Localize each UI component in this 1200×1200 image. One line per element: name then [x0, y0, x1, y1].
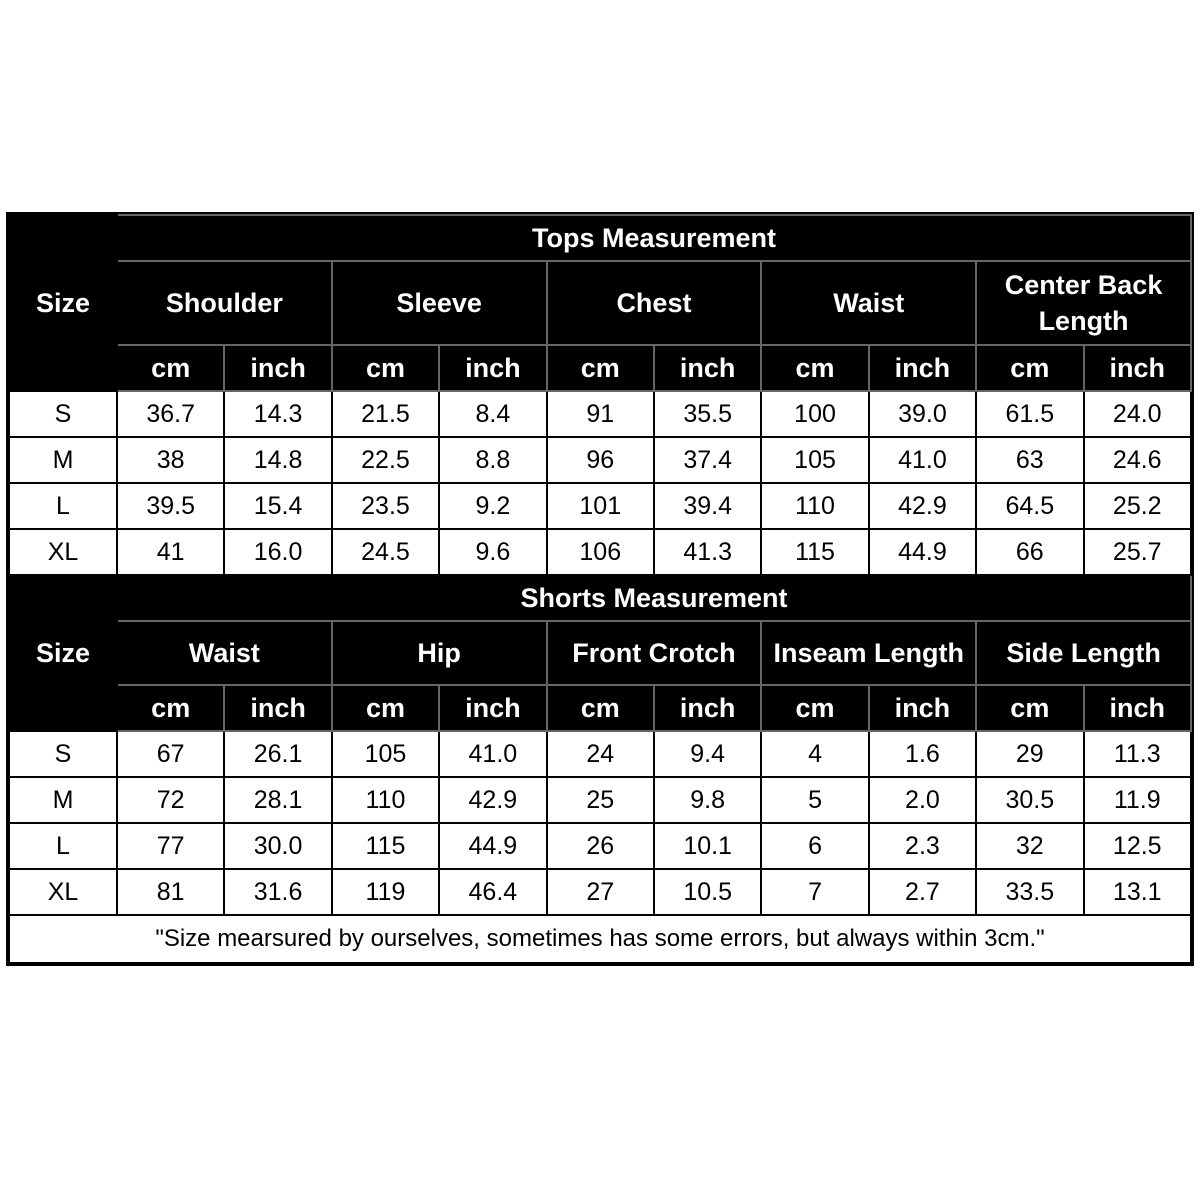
tops-value-cell: 39.0 [869, 391, 976, 437]
tops-table-row [9, 437, 1191, 483]
tops-value-cell: 25.7 [1084, 529, 1191, 575]
shorts-table-row [9, 777, 1191, 823]
tops-unit-inch: inch [1084, 345, 1191, 391]
tops-unit-inch: inch [654, 345, 761, 391]
shorts-unit-inch: inch [654, 685, 761, 731]
shorts-value-cell: 10.5 [654, 869, 761, 915]
tops-col-center-back-length: Center Back Length [976, 261, 1191, 345]
tops-value-cell: 39.4 [654, 483, 761, 529]
tops-title: Tops Measurement [117, 215, 1191, 261]
shorts-value-cell: 33.5 [976, 869, 1083, 915]
shorts-unit-inch: inch [439, 685, 546, 731]
tops-value-cell: 44.9 [869, 529, 976, 575]
tops-col-sleeve: Sleeve [332, 261, 547, 345]
shorts-unit-cm: cm [761, 685, 868, 731]
tops-value-cell: 36.7 [117, 391, 224, 437]
tops-table-row [9, 529, 1191, 575]
shorts-unit-cm: cm [976, 685, 1083, 731]
shorts-value-cell: 44.9 [439, 823, 546, 869]
shorts-unit-cm: cm [547, 685, 654, 731]
shorts-unit-cm: cm [332, 685, 439, 731]
tops-value-cell: 35.5 [654, 391, 761, 437]
shorts-value-cell: 42.9 [439, 777, 546, 823]
tops-unit-cm: cm [761, 345, 868, 391]
shorts-value-cell: 77 [117, 823, 224, 869]
shorts-section [9, 575, 1191, 915]
tops-value-cell: 115 [761, 529, 868, 575]
shorts-col-front-crotch: Front Crotch [547, 621, 762, 685]
tops-value-cell: 9.2 [439, 483, 546, 529]
tops-col-waist: Waist [761, 261, 976, 345]
shorts-value-cell: 26 [547, 823, 654, 869]
tops-unit-cm: cm [332, 345, 439, 391]
shorts-value-cell: 2.7 [869, 869, 976, 915]
shorts-value-cell: 110 [332, 777, 439, 823]
tops-value-cell: 14.8 [224, 437, 331, 483]
tops-value-cell: 39.5 [117, 483, 224, 529]
shorts-title: Shorts Measurement [117, 575, 1191, 621]
tops-value-cell: 25.2 [1084, 483, 1191, 529]
shorts-table-row [9, 869, 1191, 915]
shorts-value-cell: 26.1 [224, 731, 331, 777]
shorts-value-cell: 4 [761, 731, 868, 777]
tops-section [9, 215, 1191, 575]
tops-size-cell: M [9, 437, 117, 483]
tops-value-cell: 8.8 [439, 437, 546, 483]
tops-value-cell: 61.5 [976, 391, 1083, 437]
tops-size-cell: XL [9, 529, 117, 575]
shorts-value-cell: 1.6 [869, 731, 976, 777]
shorts-col-hip: Hip [332, 621, 547, 685]
tops-unit-row [9, 345, 1191, 391]
tops-size-header: Size [9, 215, 117, 391]
shorts-value-cell: 10.1 [654, 823, 761, 869]
tops-value-cell: 105 [761, 437, 868, 483]
shorts-value-cell: 5 [761, 777, 868, 823]
shorts-unit-row [9, 685, 1191, 731]
shorts-size-cell: L [9, 823, 117, 869]
tops-unit-inch: inch [224, 345, 331, 391]
tops-value-cell: 14.3 [224, 391, 331, 437]
shorts-size-cell: S [9, 731, 117, 777]
tops-unit-cm: cm [976, 345, 1083, 391]
tops-value-cell: 23.5 [332, 483, 439, 529]
tops-unit-inch: inch [869, 345, 976, 391]
tops-value-cell: 37.4 [654, 437, 761, 483]
shorts-col-inseam-length: Inseam Length [761, 621, 976, 685]
shorts-value-cell: 2.0 [869, 777, 976, 823]
shorts-value-cell: 7 [761, 869, 868, 915]
tops-value-cell: 41.0 [869, 437, 976, 483]
shorts-value-cell: 105 [332, 731, 439, 777]
tops-size-cell: L [9, 483, 117, 529]
tops-value-cell: 16.0 [224, 529, 331, 575]
tops-value-cell: 110 [761, 483, 868, 529]
tops-value-cell: 9.6 [439, 529, 546, 575]
tops-value-cell: 106 [547, 529, 654, 575]
shorts-value-cell: 119 [332, 869, 439, 915]
tops-col-shoulder: Shoulder [117, 261, 332, 345]
tops-size-cell: S [9, 391, 117, 437]
shorts-value-cell: 27 [547, 869, 654, 915]
tops-value-cell: 8.4 [439, 391, 546, 437]
tops-value-cell: 24.5 [332, 529, 439, 575]
tops-value-cell: 63 [976, 437, 1083, 483]
shorts-value-cell: 28.1 [224, 777, 331, 823]
tops-value-cell: 24.6 [1084, 437, 1191, 483]
shorts-value-cell: 9.4 [654, 731, 761, 777]
shorts-value-cell: 12.5 [1084, 823, 1191, 869]
tops-unit-inch: inch [439, 345, 546, 391]
shorts-unit-inch: inch [1084, 685, 1191, 731]
shorts-table-row [9, 823, 1191, 869]
shorts-value-cell: 115 [332, 823, 439, 869]
tops-unit-cm: cm [547, 345, 654, 391]
shorts-value-cell: 81 [117, 869, 224, 915]
tops-value-cell: 101 [547, 483, 654, 529]
tops-value-cell: 91 [547, 391, 654, 437]
shorts-value-cell: 11.9 [1084, 777, 1191, 823]
tops-value-cell: 100 [761, 391, 868, 437]
tops-table-row [9, 391, 1191, 437]
shorts-value-cell: 6 [761, 823, 868, 869]
shorts-col-waist: Waist [117, 621, 332, 685]
shorts-size-cell: XL [9, 869, 117, 915]
tops-unit-cm: cm [117, 345, 224, 391]
tops-value-cell: 22.5 [332, 437, 439, 483]
shorts-value-cell: 41.0 [439, 731, 546, 777]
shorts-unit-inch: inch [224, 685, 331, 731]
shorts-size-header: Size [9, 575, 117, 731]
shorts-size-cell: M [9, 777, 117, 823]
tops-value-cell: 41 [117, 529, 224, 575]
shorts-value-cell: 72 [117, 777, 224, 823]
shorts-value-cell: 11.3 [1084, 731, 1191, 777]
tops-value-cell: 64.5 [976, 483, 1083, 529]
shorts-table-row [9, 731, 1191, 777]
shorts-unit-cm: cm [117, 685, 224, 731]
shorts-value-cell: 24 [547, 731, 654, 777]
tops-col-chest: Chest [547, 261, 762, 345]
size-chart-table [8, 214, 1192, 964]
shorts-value-cell: 32 [976, 823, 1083, 869]
shorts-col-side-length: Side Length [976, 621, 1191, 685]
tops-value-cell: 41.3 [654, 529, 761, 575]
tops-value-cell: 96 [547, 437, 654, 483]
size-chart [6, 212, 1194, 966]
shorts-value-cell: 46.4 [439, 869, 546, 915]
shorts-value-cell: 30.5 [976, 777, 1083, 823]
tops-value-cell: 21.5 [332, 391, 439, 437]
shorts-value-cell: 30.0 [224, 823, 331, 869]
measurement-note: "Size mearsured by ourselves, sometimes has some errors, but always within 3cm." [9, 915, 1191, 963]
shorts-unit-inch: inch [869, 685, 976, 731]
tops-value-cell: 42.9 [869, 483, 976, 529]
shorts-value-cell: 13.1 [1084, 869, 1191, 915]
note-section [9, 915, 1191, 963]
shorts-value-cell: 31.6 [224, 869, 331, 915]
tops-value-cell: 66 [976, 529, 1083, 575]
shorts-value-cell: 67 [117, 731, 224, 777]
shorts-value-cell: 2.3 [869, 823, 976, 869]
tops-table-row [9, 483, 1191, 529]
shorts-value-cell: 25 [547, 777, 654, 823]
shorts-value-cell: 9.8 [654, 777, 761, 823]
tops-value-cell: 15.4 [224, 483, 331, 529]
tops-value-cell: 24.0 [1084, 391, 1191, 437]
shorts-value-cell: 29 [976, 731, 1083, 777]
tops-value-cell: 38 [117, 437, 224, 483]
